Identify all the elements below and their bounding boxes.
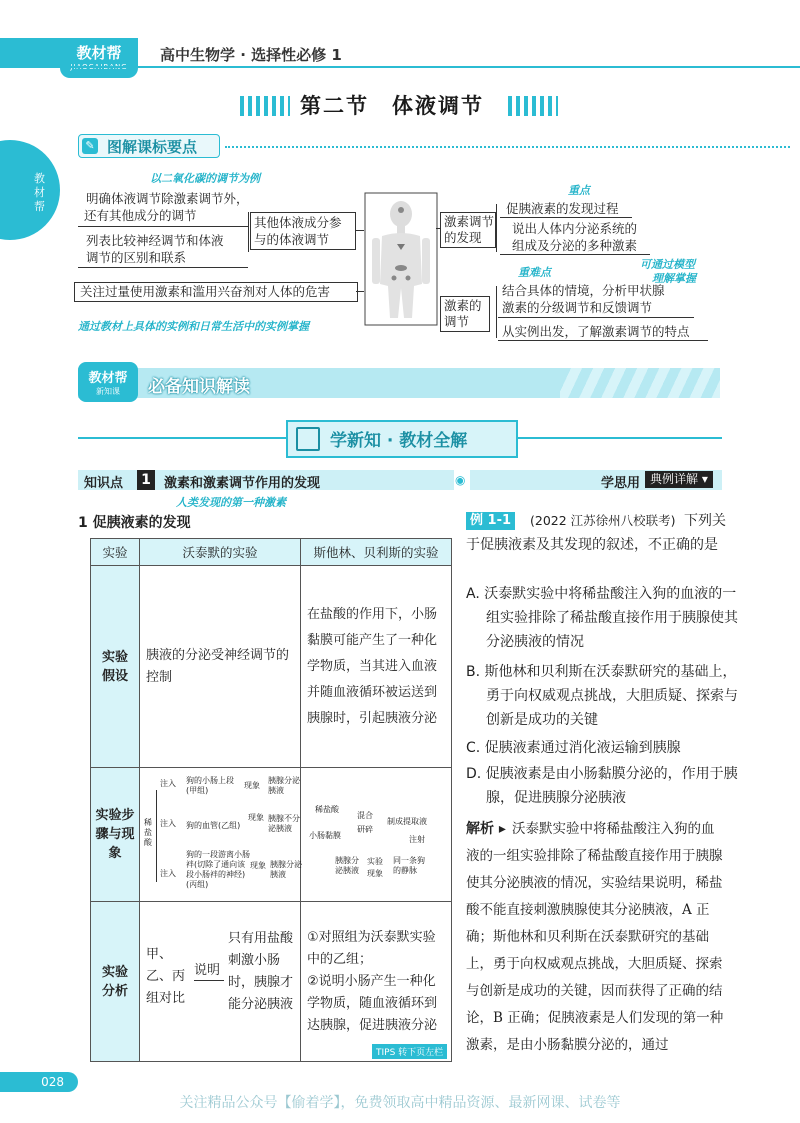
banner-tab-label: 教材帮 bbox=[88, 371, 128, 386]
kp-right-tag[interactable]: 典例详解 ▾ bbox=[645, 471, 713, 488]
a-w-mid: 说明 bbox=[194, 963, 221, 978]
left-item-2b: 调节的区别和联系 bbox=[86, 250, 187, 265]
header-rule bbox=[0, 66, 800, 68]
sidebar-text: 教材帮 bbox=[34, 172, 45, 213]
sidebar-circle bbox=[0, 140, 60, 240]
left-item-1b: 还有其他成分的调节 bbox=[84, 208, 197, 223]
left-item-1a: 明确体液调节除激素调节外， bbox=[86, 191, 249, 206]
learn-title: 学新知 · 教材全解 bbox=[330, 431, 468, 451]
analysis-label-text: 解析 bbox=[466, 821, 494, 837]
w-3r: 胰腺分泌胰液 bbox=[270, 860, 302, 879]
brand-tab bbox=[60, 38, 138, 78]
kp-right-tag-label: 典例详解 bbox=[650, 472, 699, 486]
s-hcl: 稀盐酸 bbox=[315, 805, 339, 814]
banner-title: 必备知识解读 bbox=[148, 377, 250, 397]
right-2a: 说出人体内分泌系统的 bbox=[512, 221, 638, 236]
line bbox=[248, 212, 249, 252]
notebook-icon bbox=[296, 427, 320, 451]
eye-icon: ◉ bbox=[455, 473, 466, 487]
concept-map-label: 图解课标要点 bbox=[78, 134, 220, 158]
right-3b: 激素的分级调节和反馈调节 bbox=[502, 300, 653, 315]
hormone-reg-a: 激素的 bbox=[444, 298, 482, 313]
right-2b: 组成及分泌的多种激素 bbox=[512, 238, 638, 253]
section-title: 第二节 体液调节 bbox=[300, 94, 484, 118]
a-s-2: ②说明小肠产生一种化学物质，随血液循环到达胰腺，促进胰液分泌 bbox=[307, 973, 438, 1033]
arrow bbox=[194, 980, 224, 981]
w-2r: 胰腺不分泌胰液 bbox=[268, 814, 300, 833]
middle-b: 与的体液调节 bbox=[254, 232, 330, 247]
turn-page-note: TIPS 转下页左栏 bbox=[372, 1044, 447, 1059]
table-header: 实验 bbox=[91, 539, 140, 566]
line bbox=[496, 204, 497, 252]
line bbox=[498, 340, 708, 341]
kp-number: 1 bbox=[137, 470, 155, 490]
title-stripes-left bbox=[240, 96, 290, 116]
option-c: C. 促胰液素通过消化液运输到胰腺 bbox=[466, 740, 681, 756]
w-inject: 注入 bbox=[160, 779, 176, 788]
kp-label: 知识点 bbox=[84, 476, 124, 491]
w-1r: 胰腺分泌胰液 bbox=[268, 776, 300, 795]
s-dog: 同一条狗的静脉 bbox=[393, 856, 425, 875]
table-header: 沃泰默的实验 bbox=[140, 539, 301, 566]
note-bottom: 通过教材上具体的实例和日常生活中的实例掌握 bbox=[78, 320, 309, 333]
banner-tab-sub: 新知课 bbox=[96, 387, 120, 396]
hyp-starling: 在盐酸的作用下，小肠黏膜可能产生了一种化学物质，当其进入血液并随血液循环被运送到胰腺时，引起胰液分泌 bbox=[301, 566, 452, 768]
experiment-table bbox=[90, 538, 452, 1062]
row-label-steps bbox=[91, 768, 140, 902]
left-item-3: 关注过量使用激素和滥用兴奋剂对人体的危害 bbox=[80, 284, 331, 299]
analysis-label: 解析 ▸ bbox=[466, 821, 506, 837]
s-inject: 注射 bbox=[409, 835, 425, 844]
hormone-reg-b: 调节 bbox=[444, 314, 470, 329]
line bbox=[500, 217, 632, 218]
book-title: 高中生物学 · 选择性必修 1 bbox=[160, 46, 342, 64]
line bbox=[500, 254, 650, 255]
option-d: D. 促胰液素是由小肠黏膜分泌的，作用于胰腺，促进胰腺分泌胰液 bbox=[466, 766, 738, 806]
note-key: 重点 bbox=[568, 184, 590, 197]
row-label-hypothesis bbox=[91, 566, 140, 768]
example-source: (2022 江苏徐州八校联考) bbox=[530, 513, 676, 528]
line bbox=[498, 317, 694, 318]
hyp-wertheimer: 胰液的分泌受神经调节的控制 bbox=[140, 566, 301, 768]
a-w-left: 甲、乙、丙组对比 bbox=[146, 947, 186, 1006]
steps-wertheimer bbox=[140, 768, 301, 902]
row-label-text: 实验步骤与现象 bbox=[95, 808, 135, 861]
s-pancreas: 胰腺分泌胰液 bbox=[335, 856, 359, 875]
s-extract: 制成提取液 bbox=[387, 817, 427, 826]
header-band bbox=[0, 38, 60, 66]
row-label-text: 实验假设 bbox=[101, 649, 128, 684]
w-root: 稀盐酸 bbox=[144, 818, 152, 847]
banner-tab bbox=[78, 362, 138, 402]
note-model-b: 理解掌握 bbox=[652, 272, 696, 285]
kp-note: 人类发现的第一种激素 bbox=[176, 496, 286, 509]
bracket bbox=[156, 790, 157, 882]
example-stem: 下列关于促胰液素及其发现的叙述，不正确的是 bbox=[466, 513, 726, 553]
learn-line-left bbox=[78, 437, 286, 439]
kp-right-label: 学思用 bbox=[601, 476, 641, 491]
line bbox=[356, 230, 364, 231]
kp-title: 激素和激素调节作用的发现 bbox=[164, 476, 321, 491]
w-inject: 注入 bbox=[160, 819, 176, 828]
w-phenom: 现象 bbox=[244, 781, 260, 790]
brand-label: 教材帮 bbox=[76, 44, 122, 62]
w-2: 狗的血管(乙组) bbox=[186, 821, 241, 830]
line bbox=[78, 226, 248, 227]
note-co2: 以二氧化碳的调节为例 bbox=[150, 172, 260, 185]
w-1: 狗的小肠上段(甲组) bbox=[186, 776, 234, 795]
page-number: 028 bbox=[0, 1072, 78, 1092]
example-label: 例 1-1 bbox=[466, 512, 515, 530]
option-a: A. 沃泰默实验中将稀盐酸注入狗的血液的一组实验排除了稀盐酸直接作用于胰腺使其分泌胰液的情况 bbox=[466, 586, 738, 650]
table-header: 斯他林、贝利斯的实验 bbox=[301, 539, 452, 566]
analysis-starling bbox=[301, 902, 452, 1062]
option-b: B. 斯他林和贝利斯在沃泰默研究的基础上，勇于向权威观点挑战，大胆质疑、探索与创新是成功的关键 bbox=[466, 664, 738, 728]
human-body-figure bbox=[364, 192, 438, 326]
line bbox=[496, 286, 497, 338]
row-label-analysis bbox=[91, 902, 140, 1062]
w-phenom: 现象 bbox=[250, 861, 266, 870]
s-mix: 混合 bbox=[357, 811, 373, 820]
s-mucosa: 小肠黏膜 bbox=[309, 831, 341, 840]
analysis-text: 沃泰默实验中将稀盐酸注入狗的血液的一组实验排除了稀盐酸直接作用于胰腺使其分泌胰液的情况，实验结果说明，稀盐酸不能直接刺激胰腺使其分泌胰液，A 正确；斯他林和贝利斯在沃泰默研究的基础上，勇于向权威观点挑战，大胆质疑、探索与创新是成功的关键，因而获得了正确的结论，B 正确；促胰液素是人们发现的第一种激素，是由小肠黏膜分泌的，通过 bbox=[466, 821, 724, 1053]
right-3a: 结合具体的情境，分析甲状腺 bbox=[502, 283, 665, 298]
s-grind: 研碎 bbox=[357, 825, 373, 834]
s-phenom: 现象 bbox=[367, 869, 383, 878]
w-3: 狗的一段游离小肠袢(切除了通向该段小肠袢的神经)(丙组) bbox=[186, 850, 250, 889]
line bbox=[356, 291, 364, 292]
hormone-disc-b: 的发现 bbox=[444, 230, 482, 245]
note-keydiff: 重难点 bbox=[518, 266, 551, 279]
left-item-2a: 列表比较神经调节和体液 bbox=[86, 233, 224, 248]
hormone-disc-a: 激素调节 bbox=[444, 214, 495, 229]
a-s-1: ①对照组为沃泰默实验中的乙组； bbox=[307, 929, 436, 967]
dotted-divider bbox=[225, 146, 790, 148]
s-exp: 实验 bbox=[367, 857, 383, 866]
row-label-text: 实验分析 bbox=[101, 964, 128, 999]
right-1: 促胰液素的发现过程 bbox=[506, 201, 619, 216]
w-phenom: 现象 bbox=[248, 813, 264, 822]
banner-stripes bbox=[560, 368, 720, 398]
learn-line-right bbox=[514, 437, 722, 439]
note-model-a: 可通过模型 bbox=[640, 258, 695, 271]
w-inject: 注入 bbox=[160, 869, 176, 878]
middle-a: 其他体液成分参 bbox=[254, 215, 342, 230]
line bbox=[78, 267, 248, 268]
subsection-title: 1 促胰液素的发现 bbox=[78, 515, 191, 531]
footer-watermark: 关注精品公众号【偷着学】，免费领取高中精品资源、最新网课、试卷等 bbox=[179, 1095, 621, 1111]
steps-starling bbox=[301, 768, 452, 902]
title-stripes-right bbox=[508, 96, 558, 116]
analysis-wertheimer bbox=[140, 902, 301, 1062]
pencil-icon: ✎ bbox=[82, 138, 98, 154]
a-w-right: 只有用盐酸刺激小肠时，胰腺才能分泌胰液 bbox=[228, 931, 294, 1012]
right-4: 从实例出发，了解激素调节的特点 bbox=[502, 324, 690, 339]
